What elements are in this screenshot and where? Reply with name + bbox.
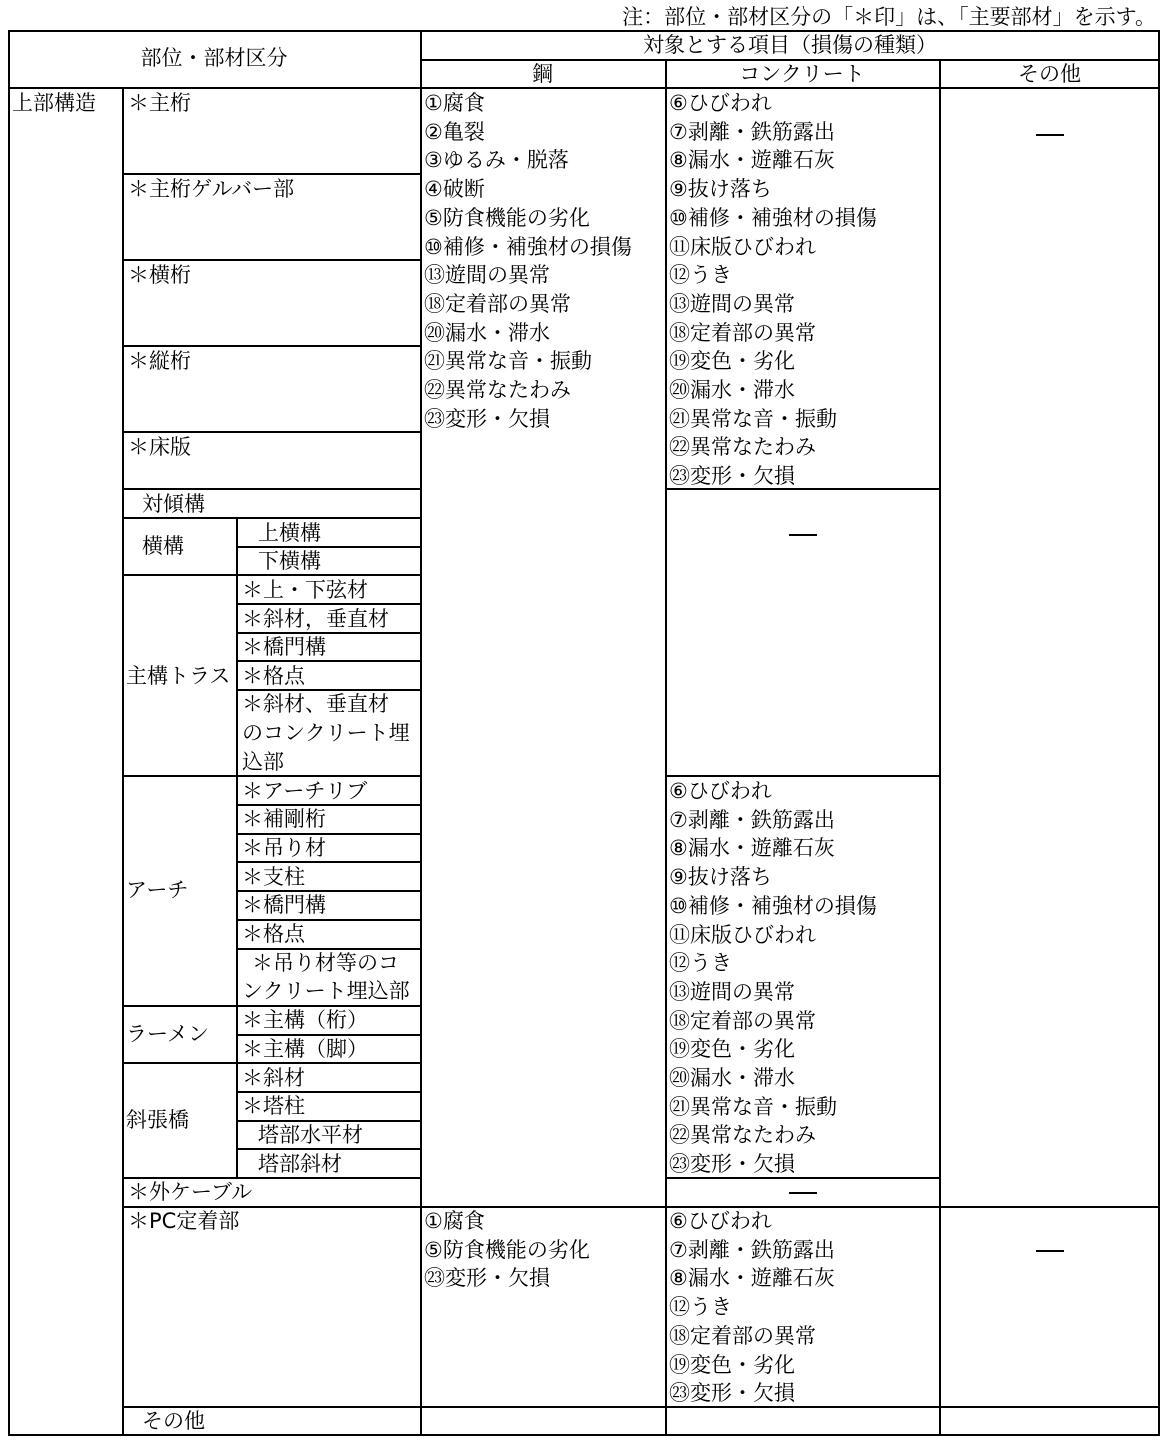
member-cross-beam: ＊横桁 — [128, 263, 191, 287]
member-lateral: 横構 — [142, 534, 184, 558]
member-main-girder: ＊主桁 — [128, 91, 191, 115]
member-ext-cable: ＊外ケーブル — [128, 1180, 253, 1204]
member-gerber: ＊主桁ゲルバー部 — [128, 177, 295, 201]
member-rahmen-girder: ＊主構（桁） — [242, 1008, 368, 1032]
table-border-left — [8, 30, 10, 1436]
member-truss-node: ＊格点 — [242, 664, 305, 688]
section-label: 上部構造 — [12, 91, 96, 115]
damage-item: ㉒異常なたわみ — [669, 1123, 816, 1148]
steel-damage-list — [424, 89, 632, 433]
member-cs-tower: ＊塔柱 — [242, 1094, 305, 1118]
member-arch-portal: ＊橋門構 — [242, 893, 326, 917]
damage-item: ⑩補修・補強材の損傷 — [669, 205, 877, 230]
header-category: 部位・部材区分 — [140, 46, 288, 70]
not-applicable-dash — [1036, 134, 1064, 136]
concrete-damage-list — [669, 89, 877, 491]
member-truss: 主構トラス — [126, 664, 231, 688]
col-line-steel — [420, 30, 422, 1436]
damage-item: ⑪床版ひびわれ — [669, 234, 816, 259]
damage-item: ㉓変形・欠損 — [424, 1266, 550, 1291]
damage-item: ⑩補修・補強材の損傷 — [424, 234, 632, 259]
damage-item: ⑨抜け落ち — [669, 177, 772, 202]
member-arch-post: ＊支柱 — [242, 865, 305, 889]
member-arch-hanger: ＊吊り材 — [242, 836, 326, 860]
not-applicable-dash — [1036, 1250, 1064, 1252]
member-arch-embed-2: ンクリート埋込部 — [242, 979, 410, 1003]
damage-item: ⑨抜け落ち — [669, 865, 772, 890]
damage-item: ㉓変形・欠損 — [669, 1152, 795, 1177]
damage-item: ⑥ひびわれ — [669, 1209, 772, 1233]
header-other: その他 — [1018, 62, 1081, 86]
table-note: 注：部位・部材区分の「＊印」は、「主要部材」を示す。 — [622, 5, 1156, 29]
damage-item: ①腐食 — [424, 1209, 485, 1233]
concrete-pc-damage-list — [669, 1207, 835, 1408]
damage-item: ⑬遊間の異常 — [669, 291, 795, 316]
member-truss-embed-3: 込部 — [242, 750, 284, 774]
damage-item: ⑤防食機能の劣化 — [424, 205, 590, 230]
col-line-concrete — [665, 59, 667, 1436]
damage-item: ㉑異常な音・振動 — [424, 349, 592, 374]
damage-item: ⑦剥離・鉄筋露出 — [669, 807, 835, 832]
member-cs-cable: ＊斜材 — [242, 1066, 305, 1090]
damage-item: ⑥ひびわれ — [669, 779, 772, 803]
member-sway-bracing: 対傾構 — [142, 492, 205, 516]
damage-item: ⑱定着部の異常 — [669, 1008, 816, 1033]
member-rahmen-leg: ＊主構（脚） — [242, 1037, 368, 1061]
damage-item: ⑫うき — [669, 951, 732, 976]
damage-item: ⑧漏水・遊離石灰 — [669, 1266, 835, 1291]
damage-item: ㉑異常な音・振動 — [669, 1094, 837, 1119]
damage-item: ⑧漏水・遊離石灰 — [669, 148, 835, 173]
not-applicable-dash — [789, 534, 817, 536]
member-pc-anchor: ＊PC定着部 — [128, 1209, 240, 1233]
member-truss-embed-2: のコンクリート埋 — [242, 721, 410, 745]
member-cs-tower-d: 塔部斜材 — [258, 1152, 342, 1176]
member-arch-node: ＊格点 — [242, 922, 305, 946]
damage-item: ⑲変色・劣化 — [669, 349, 795, 374]
col-line-sub — [236, 517, 238, 1177]
steel-pc-damage-list — [424, 1207, 590, 1293]
damage-item: ⑳漏水・滞水 — [669, 378, 795, 403]
member-truss-portal: ＊橋門構 — [242, 635, 326, 659]
member-arch-rib: ＊アーチリブ — [242, 779, 368, 803]
table-border-right — [1158, 30, 1160, 1436]
member-stringer: ＊縦桁 — [128, 349, 191, 373]
member-arch-embed-1: ＊吊り材等のコ — [252, 951, 399, 975]
damage-item: ㉒異常なたわみ — [424, 378, 571, 403]
damage-item: ㉓変形・欠損 — [669, 1381, 795, 1406]
header-concrete: コンクリート — [739, 62, 865, 86]
member-truss-diag: ＊斜材，垂直材 — [242, 607, 389, 631]
damage-item: ②亀裂 — [424, 119, 485, 144]
damage-item: ⑬遊間の異常 — [669, 979, 795, 1004]
damage-item: ⑦剥離・鉄筋露出 — [669, 119, 835, 144]
damage-item: ⑱定着部の異常 — [669, 320, 816, 345]
damage-item: ⑧漏水・遊離石灰 — [669, 836, 835, 861]
damage-item: ⑥ひびわれ — [669, 91, 772, 115]
member-cs-tower-h: 塔部水平材 — [258, 1123, 363, 1147]
member-arch-stiff: ＊補剛桁 — [242, 807, 326, 831]
header-steel: 鋼 — [532, 62, 553, 86]
damage-item: ⑬遊間の異常 — [424, 263, 550, 288]
damage-item: ⑫うき — [669, 1295, 732, 1320]
damage-item: ③ゆるみ・脱落 — [424, 148, 569, 173]
member-cable-stayed: 斜張橋 — [126, 1108, 189, 1132]
damage-item: ⑲変色・劣化 — [669, 1037, 795, 1062]
damage-item: ⑦剥離・鉄筋露出 — [669, 1237, 835, 1262]
col-line-other — [939, 59, 941, 1436]
damage-item: ⑱定着部の異常 — [669, 1323, 816, 1348]
damage-item: ㉓変形・欠損 — [669, 464, 795, 489]
damage-item: ⑩補修・補強材の損傷 — [669, 893, 877, 918]
damage-item: ㉓変形・欠損 — [424, 406, 550, 431]
damage-item: ⑱定着部の異常 — [424, 291, 571, 316]
header-target: 対象とする項目（損傷の種類） — [643, 33, 937, 57]
member-truss-embed-1: ＊斜材、垂直材 — [242, 692, 389, 716]
member-deck: ＊床版 — [128, 435, 191, 459]
col-line-member — [122, 87, 124, 1436]
damage-item: ①腐食 — [424, 91, 485, 115]
damage-item: ⑫うき — [669, 263, 732, 288]
damage-item: ④破断 — [424, 177, 485, 202]
damage-item: ⑳漏水・滞水 — [669, 1066, 795, 1091]
member-arch: アーチ — [126, 878, 189, 902]
damage-item: ⑲変色・劣化 — [669, 1352, 795, 1377]
member-other: その他 — [142, 1409, 205, 1433]
damage-item: ㉑異常な音・振動 — [669, 406, 837, 431]
member-lower-lateral: 下横構 — [258, 549, 321, 573]
damage-item: ⑳漏水・滞水 — [424, 320, 550, 345]
member-rahmen: ラーメン — [126, 1022, 209, 1046]
not-applicable-dash — [789, 1192, 817, 1194]
member-upper-lateral: 上横構 — [258, 521, 321, 545]
member-truss-chord: ＊上・下弦材 — [242, 578, 368, 602]
damage-item: ⑤防食機能の劣化 — [424, 1237, 590, 1262]
damage-item: ⑪床版ひびわれ — [669, 922, 816, 947]
concrete-arch-damage-list — [669, 777, 877, 1179]
damage-item: ㉒異常なたわみ — [669, 435, 816, 460]
